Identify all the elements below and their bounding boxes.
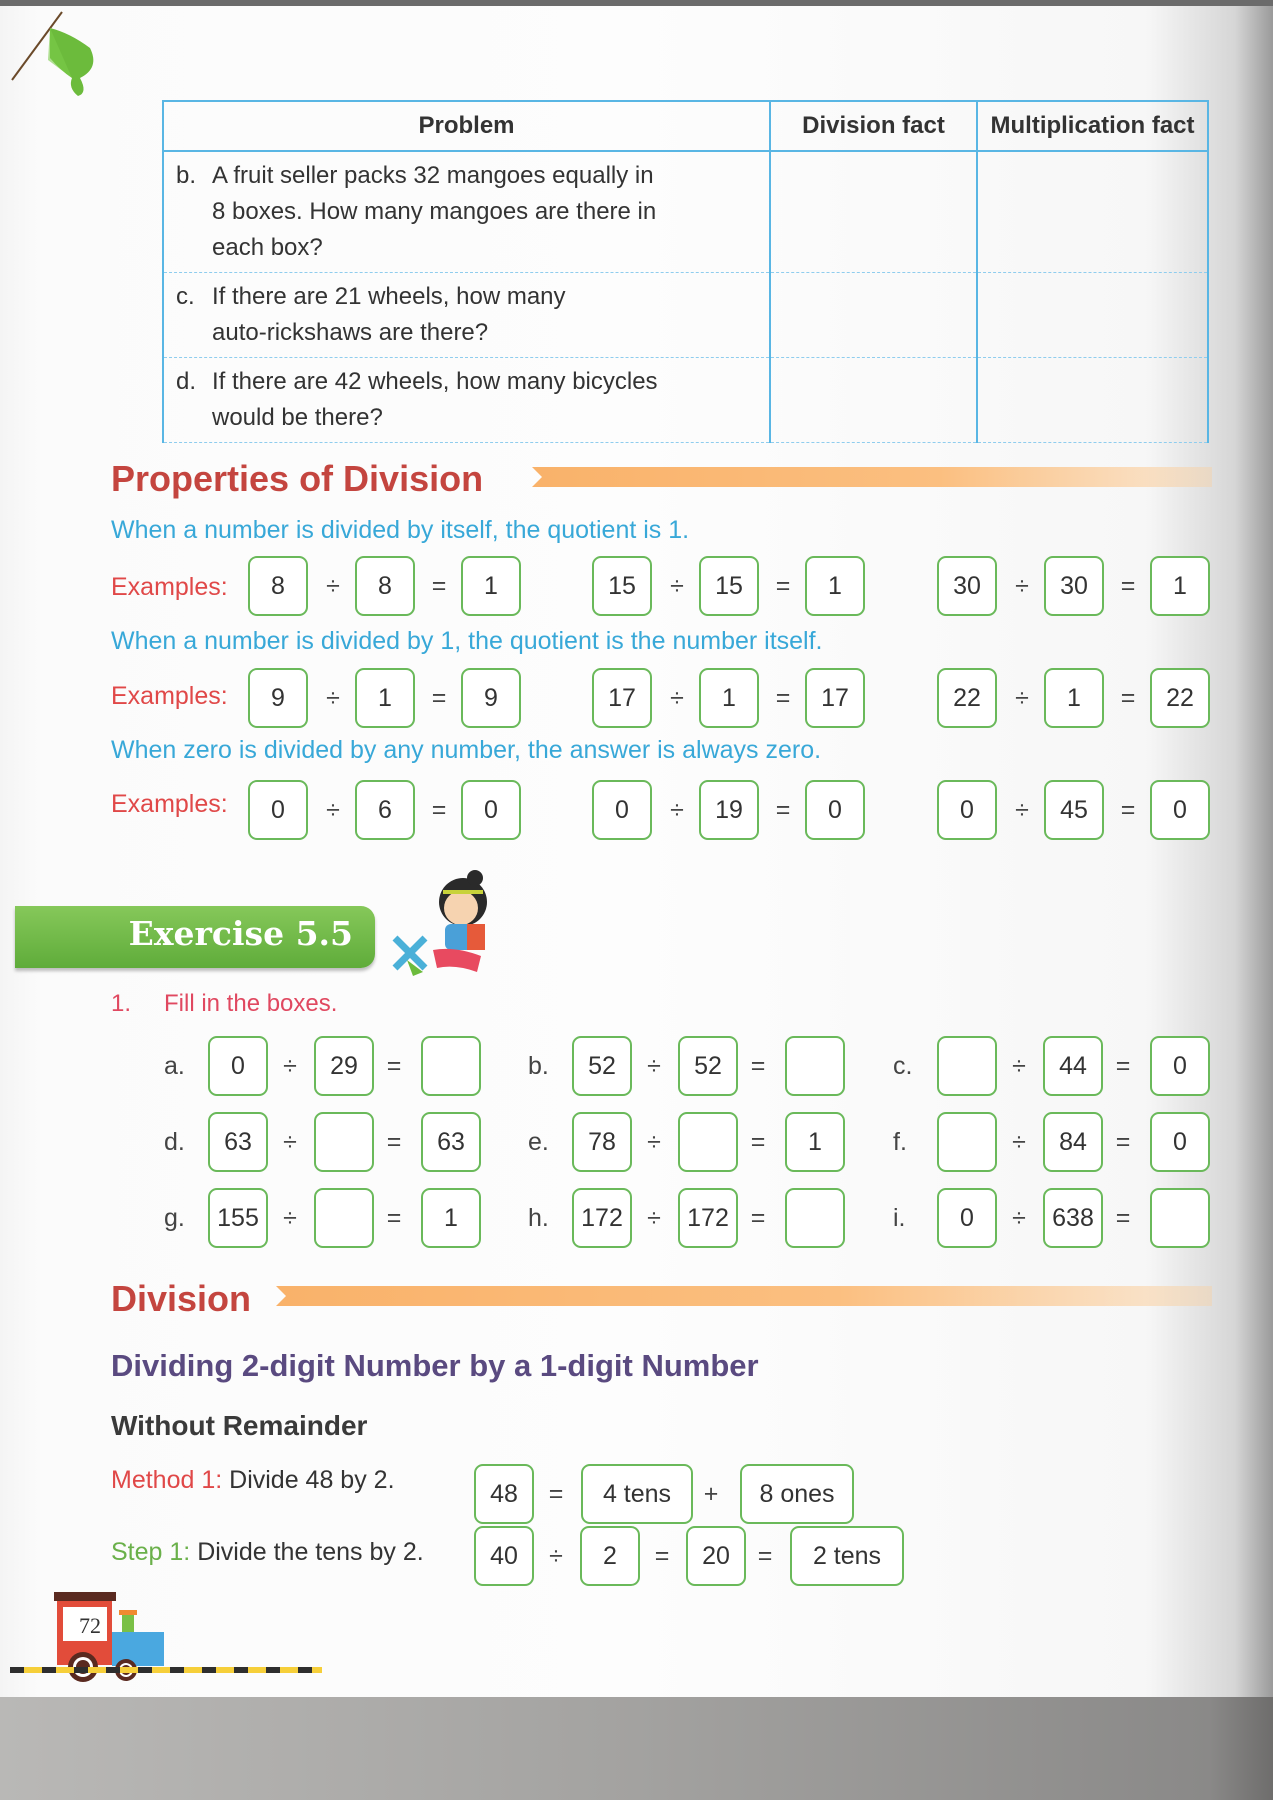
table-row — [163, 273, 1208, 358]
equals-sign: = — [775, 796, 791, 824]
divide-sign: ÷ — [1012, 1128, 1026, 1156]
example-quotient-box: 22 — [1150, 668, 1210, 728]
division-fact-cell[interactable] — [770, 151, 977, 273]
section-title-division: Division — [111, 1278, 252, 1319]
division-fact-cell[interactable] — [770, 273, 977, 358]
divide-sign: ÷ — [283, 1128, 297, 1156]
column-header-problem: Problem — [163, 101, 770, 151]
row-label: d. — [176, 368, 197, 395]
answer-box-divisor: 29 — [314, 1036, 374, 1096]
example-quotient-box: 1 — [1150, 556, 1210, 616]
equals-sign: = — [654, 1542, 670, 1570]
divide-sign: ÷ — [670, 796, 684, 824]
example-divisor-box: 8 — [355, 556, 415, 616]
divide-sign: ÷ — [326, 684, 340, 712]
example-dividend-box: 15 — [592, 556, 652, 616]
example-dividend-box: 30 — [937, 556, 997, 616]
division-fact-cell[interactable] — [770, 358, 977, 443]
plus-sign: + — [703, 1480, 719, 1508]
example-divisor-box: 45 — [1044, 780, 1104, 840]
answer-box-dividend: 78 — [572, 1112, 632, 1172]
step-box: 2 — [580, 1526, 640, 1586]
example-quotient-box: 0 — [805, 780, 865, 840]
step-label: Step 1: — [111, 1538, 191, 1566]
item-label: h. — [528, 1204, 549, 1232]
divide-sign: ÷ — [647, 1052, 661, 1080]
method-box: 4 tens — [581, 1464, 693, 1524]
divide-sign: ÷ — [283, 1204, 297, 1232]
child-reading-illustration — [385, 868, 505, 978]
answer-box-quotient[interactable] — [785, 1036, 845, 1096]
example-divisor-box: 15 — [699, 556, 759, 616]
example-dividend-box: 17 — [592, 668, 652, 728]
answer-box-dividend: 0 — [937, 1188, 997, 1248]
step-text: Divide the tens by 2. — [197, 1538, 424, 1566]
divide-sign: ÷ — [647, 1204, 661, 1232]
item-label: i. — [893, 1204, 906, 1232]
equals-sign: = — [1120, 684, 1136, 712]
multiplication-fact-cell[interactable] — [977, 273, 1208, 358]
answer-box-quotient: 63 — [421, 1112, 481, 1172]
item-label: f. — [893, 1128, 907, 1156]
problem-cell — [163, 151, 770, 273]
item-label: g. — [164, 1204, 185, 1232]
answer-box-quotient: 1 — [421, 1188, 481, 1248]
problem-facts-table — [162, 100, 1209, 443]
row-label: b. — [176, 162, 197, 189]
examples-label: Examples: — [111, 790, 228, 818]
example-dividend-box: 0 — [248, 780, 308, 840]
flag-icon — [10, 8, 100, 98]
section-title-properties: Properties of Division — [111, 458, 484, 499]
row-label: c. — [176, 283, 195, 310]
equals-sign: = — [775, 684, 791, 712]
subhead-without-remainder: Without Remainder — [111, 1410, 368, 1441]
answer-box-quotient[interactable] — [1150, 1188, 1210, 1248]
method-1-line — [111, 1466, 395, 1495]
example-quotient-box: 1 — [461, 556, 521, 616]
answer-box-divisor[interactable] — [678, 1112, 738, 1172]
problem-cell — [163, 358, 770, 443]
divide-sign: ÷ — [1015, 796, 1029, 824]
table-row — [163, 151, 1208, 273]
equals-sign: = — [548, 1480, 564, 1508]
divide-sign: ÷ — [1015, 684, 1029, 712]
equals-sign: = — [1115, 1128, 1131, 1156]
divide-sign: ÷ — [647, 1128, 661, 1156]
item-label: d. — [164, 1128, 185, 1156]
answer-box-dividend: 63 — [208, 1112, 268, 1172]
question-number: 1. — [111, 990, 132, 1017]
answer-box-quotient: 1 — [785, 1112, 845, 1172]
item-label: c. — [893, 1052, 913, 1080]
problem-text: If there are 21 wheels, how many auto-rickshaws are there? — [212, 283, 566, 346]
method-text: Divide 48 by 2. — [229, 1466, 395, 1494]
answer-box-quotient: 0 — [1150, 1112, 1210, 1172]
step-box: 2 tens — [790, 1526, 904, 1586]
example-dividend-box: 8 — [248, 556, 308, 616]
answer-box-dividend: 52 — [572, 1036, 632, 1096]
answer-box-divisor: 638 — [1043, 1188, 1103, 1248]
answer-box-quotient: 0 — [1150, 1036, 1210, 1096]
example-dividend-box: 0 — [937, 780, 997, 840]
answer-box-dividend: 0 — [208, 1036, 268, 1096]
example-divisor-box: 19 — [699, 780, 759, 840]
example-quotient-box: 0 — [461, 780, 521, 840]
step-box: 40 — [474, 1526, 534, 1586]
equals-sign: = — [750, 1204, 766, 1232]
divide-sign: ÷ — [549, 1542, 563, 1570]
rule-text: When zero is divided by any number, the answer is always zero. — [111, 736, 822, 764]
exercise-title: Exercise 5.5 — [128, 914, 353, 953]
rule-text: When a number is divided by itself, the quotient is 1. — [111, 516, 690, 544]
method-label: Method 1: — [111, 1466, 223, 1494]
method-box: 8 ones — [740, 1464, 854, 1524]
divide-sign: ÷ — [283, 1052, 297, 1080]
answer-box-quotient[interactable] — [421, 1036, 481, 1096]
column-header-division-fact: Division fact — [770, 101, 977, 151]
divide-sign: ÷ — [670, 572, 684, 600]
example-divisor-box: 6 — [355, 780, 415, 840]
equals-sign: = — [431, 684, 447, 712]
scanner-background — [0, 1697, 1273, 1800]
equals-sign: = — [750, 1128, 766, 1156]
problem-text: A fruit seller packs 32 mangoes equally in 8 boxes. How many mangoes are there in each box? — [212, 162, 657, 261]
multiplication-fact-cell[interactable] — [977, 358, 1208, 443]
example-divisor-box: 1 — [699, 668, 759, 728]
item-label: a. — [164, 1052, 185, 1080]
examples-label: Examples: — [111, 573, 228, 601]
example-dividend-box: 22 — [937, 668, 997, 728]
divide-sign: ÷ — [1012, 1204, 1026, 1232]
answer-box-divisor[interactable] — [314, 1112, 374, 1172]
equals-sign: = — [386, 1204, 402, 1232]
table-row — [163, 358, 1208, 443]
subtitle-dividing: Dividing 2-digit Number by a 1-digit Number — [111, 1348, 759, 1383]
equals-sign: = — [1115, 1052, 1131, 1080]
equals-sign: = — [1120, 572, 1136, 600]
page-number: 72 — [79, 1613, 101, 1638]
answer-box-divisor: 44 — [1043, 1036, 1103, 1096]
exercise-banner — [15, 906, 375, 968]
answer-box-quotient[interactable] — [785, 1188, 845, 1248]
divide-sign: ÷ — [1012, 1052, 1026, 1080]
example-quotient-box: 9 — [461, 668, 521, 728]
divide-sign: ÷ — [326, 572, 340, 600]
heading-decor-bar — [532, 467, 1212, 487]
step-1-line — [111, 1538, 424, 1567]
example-quotient-box: 1 — [805, 556, 865, 616]
equals-sign: = — [1115, 1204, 1131, 1232]
divide-sign: ÷ — [1015, 572, 1029, 600]
rule-text: When a number is divided by 1, the quotient is the number itself. — [111, 627, 823, 655]
equals-sign: = — [757, 1542, 773, 1570]
example-divisor-box: 30 — [1044, 556, 1104, 616]
example-quotient-box: 17 — [805, 668, 865, 728]
column-header-multiplication-fact: Multiplication fact — [977, 101, 1208, 151]
examples-label: Examples: — [111, 682, 228, 710]
equals-sign: = — [1120, 796, 1136, 824]
equals-sign: = — [431, 572, 447, 600]
item-label: b. — [528, 1052, 549, 1080]
problem-text: If there are 42 wheels, how many bicycles would be there? — [212, 368, 658, 431]
equals-sign: = — [431, 796, 447, 824]
step-box: 20 — [686, 1526, 746, 1586]
divide-sign: ÷ — [326, 796, 340, 824]
method-box: 48 — [474, 1464, 534, 1524]
answer-box-dividend: 172 — [572, 1188, 632, 1248]
example-quotient-box: 0 — [1150, 780, 1210, 840]
item-label: e. — [528, 1128, 549, 1156]
answer-box-dividend[interactable] — [937, 1112, 997, 1172]
equals-sign: = — [386, 1052, 402, 1080]
example-dividend-box: 9 — [248, 668, 308, 728]
equals-sign: = — [386, 1128, 402, 1156]
answer-box-divisor: 172 — [678, 1188, 738, 1248]
multiplication-fact-cell[interactable] — [977, 151, 1208, 273]
railway-track-decor — [10, 1667, 322, 1673]
example-dividend-box: 0 — [592, 780, 652, 840]
divide-sign: ÷ — [670, 684, 684, 712]
answer-box-divisor[interactable] — [314, 1188, 374, 1248]
question-text: Fill in the boxes. — [164, 990, 338, 1017]
answer-box-dividend: 155 — [208, 1188, 268, 1248]
heading-decor-bar — [276, 1286, 1212, 1306]
equals-sign: = — [775, 572, 791, 600]
answer-box-divisor: 52 — [678, 1036, 738, 1096]
answer-box-divisor: 84 — [1043, 1112, 1103, 1172]
example-divisor-box: 1 — [1044, 668, 1104, 728]
equals-sign: = — [750, 1052, 766, 1080]
example-divisor-box: 1 — [355, 668, 415, 728]
answer-box-dividend[interactable] — [937, 1036, 997, 1096]
problem-cell — [163, 273, 770, 358]
